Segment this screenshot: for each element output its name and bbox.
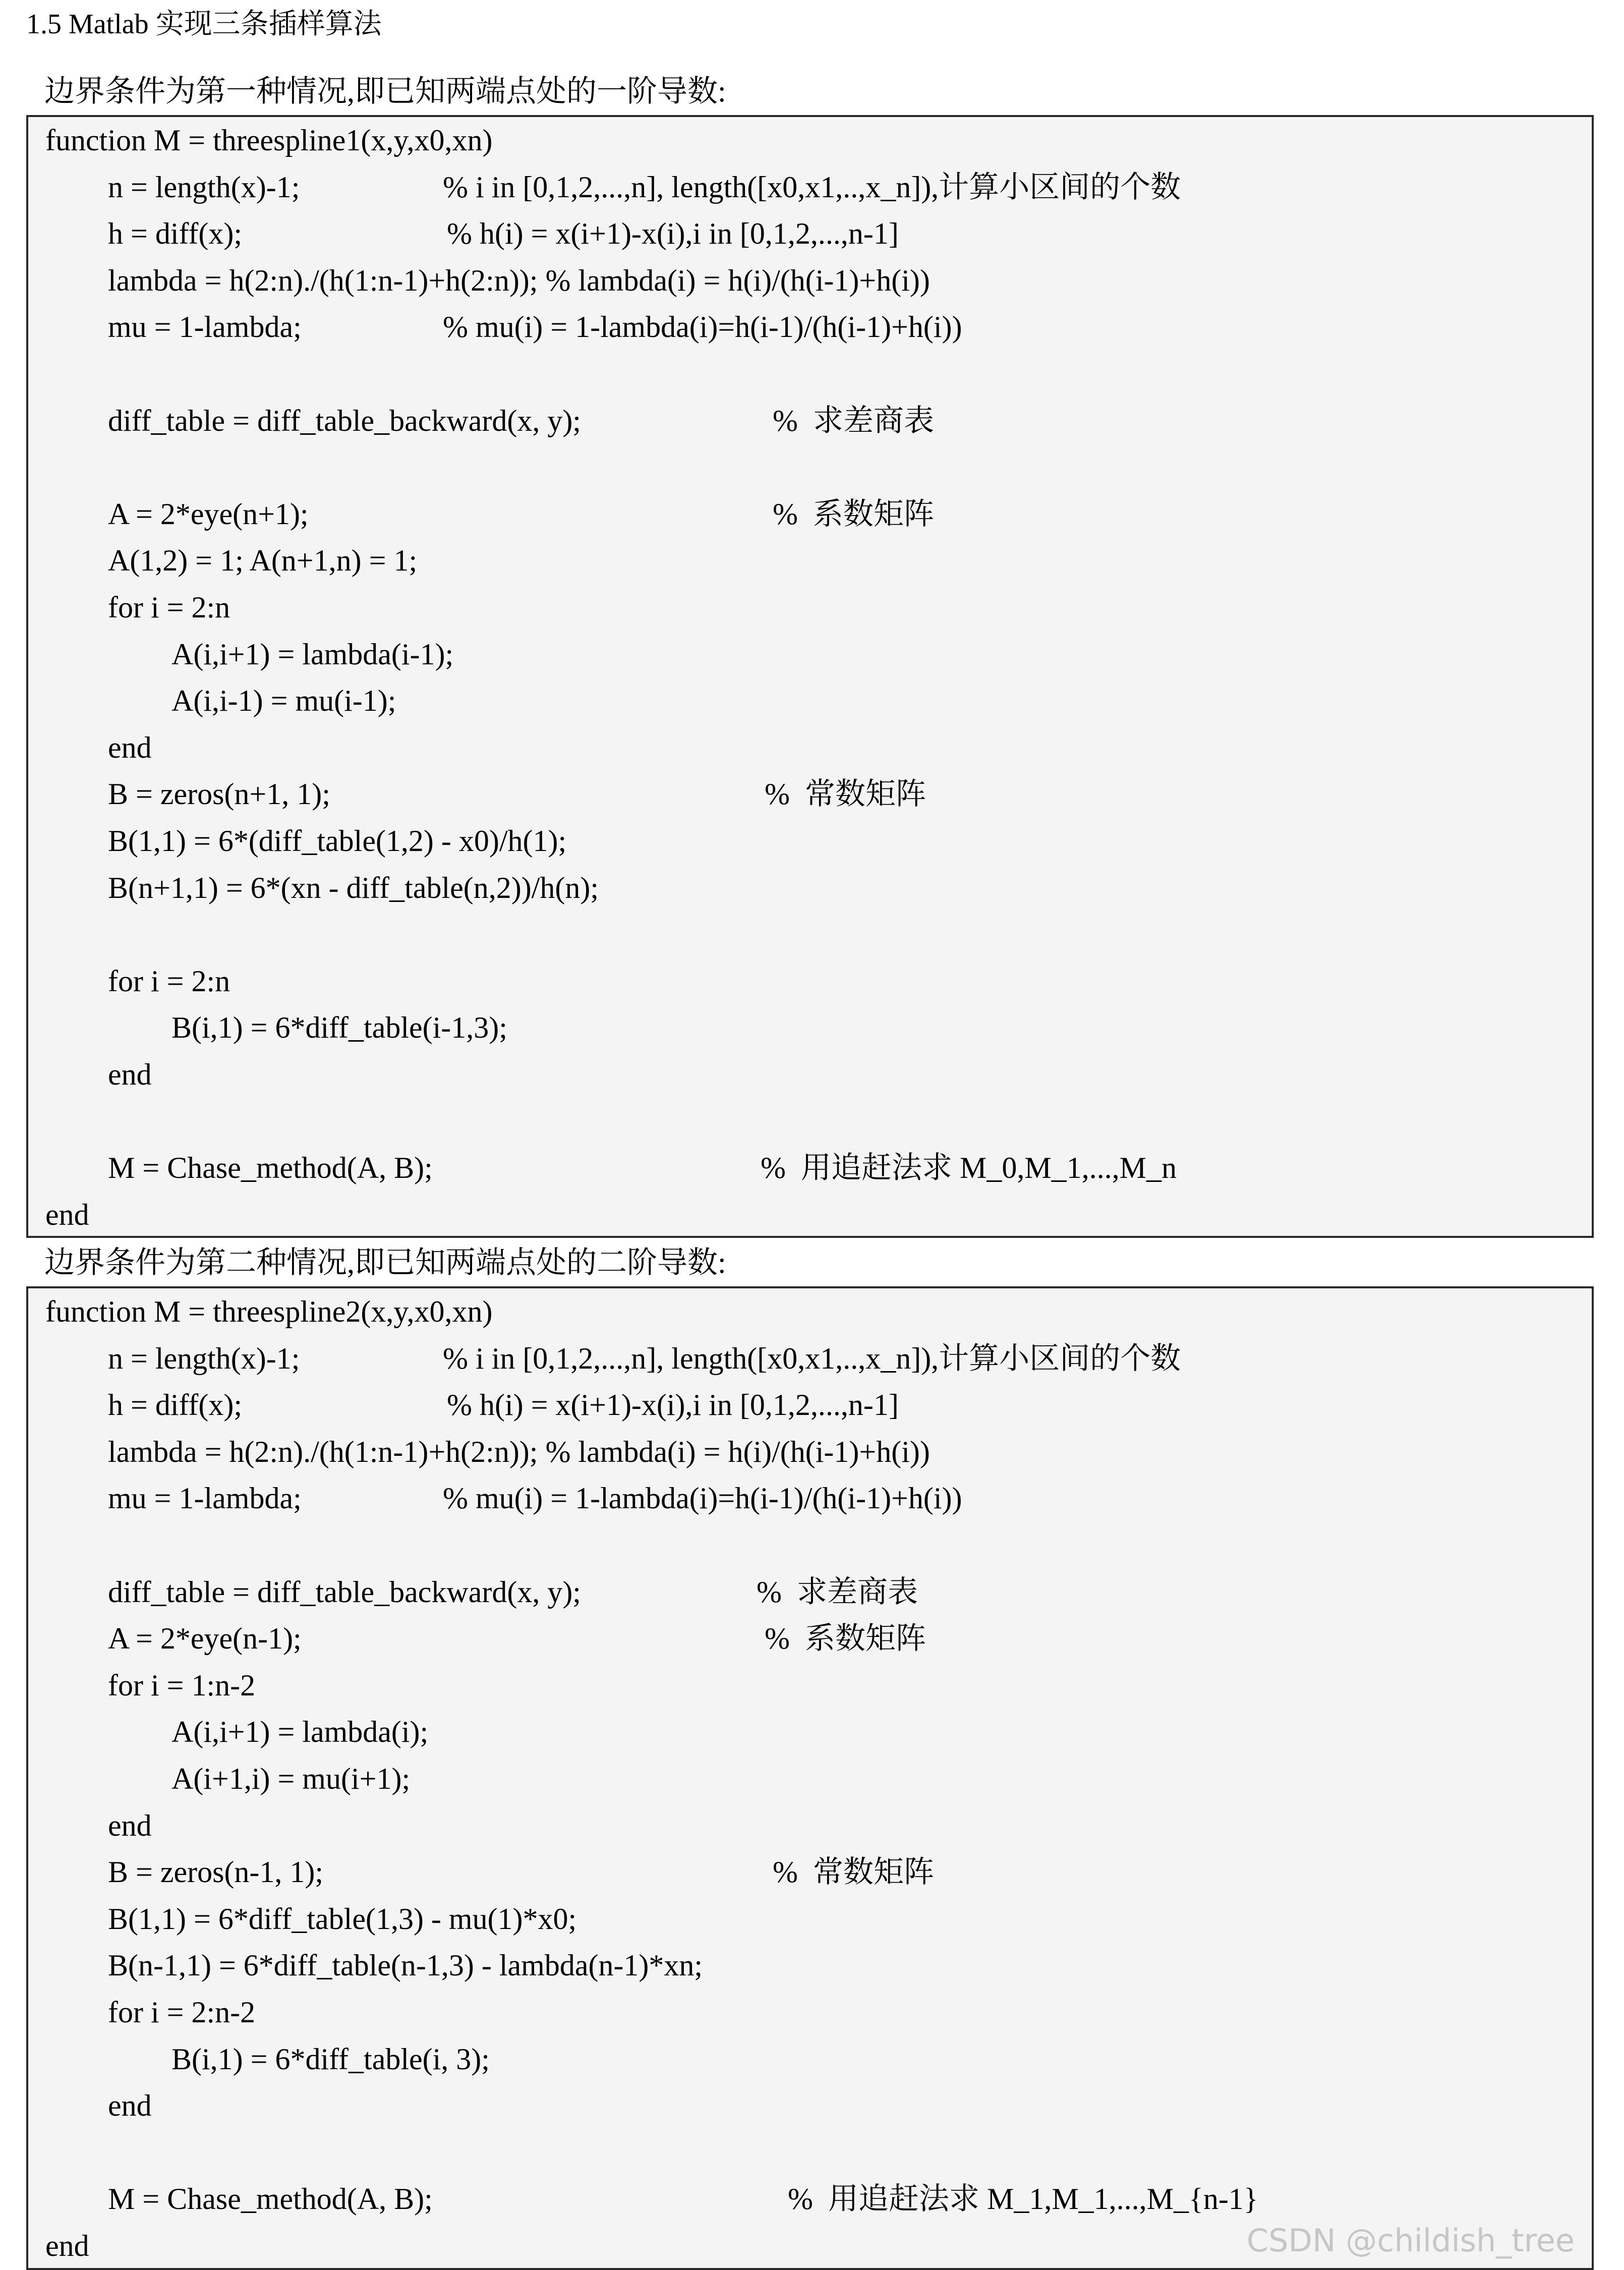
- code-block-threespline1: [26, 115, 1594, 1238]
- code-line: [108, 1569, 918, 1615]
- code-line: [108, 958, 230, 1004]
- code-line: [108, 1802, 152, 1849]
- code-line: [108, 1051, 152, 1098]
- intro-first-boundary: 边界条件为第一种情况,即已知两端点处的一阶导数:: [44, 75, 726, 108]
- code-text: A(1,2) = 1; A(n+1,n) = 1;: [108, 544, 418, 577]
- code-text: n = length(x)-1;: [108, 171, 300, 204]
- code-comment: % 求差商表: [757, 1575, 918, 1609]
- code-text: end: [108, 1058, 152, 1091]
- csdn-watermark: CSDN @childish_tree: [1246, 2222, 1575, 2259]
- code-line: [108, 304, 962, 350]
- code-line: [171, 2036, 490, 2082]
- code-text: diff_table = diff_table_backward(x, y);: [108, 1575, 581, 1609]
- code-text: lambda = h(2:n)./(h(1:n-1)+h(2:n)); % lambda(i) = h(i)/(h(i-1)+h(i)): [108, 264, 930, 297]
- code-text: function M = threespline1(x,y,x0,xn): [45, 124, 493, 157]
- code-line: [108, 1849, 934, 1895]
- code-line: [108, 398, 934, 444]
- code-text: for i = 2:n: [108, 591, 230, 624]
- code-comment: % 用追赶法求 M_0,M_1,...,M_n: [761, 1151, 1177, 1184]
- code-text: M = Chase_method(A, B);: [108, 2182, 433, 2216]
- code-text: for i = 2:n-2: [108, 1996, 256, 2029]
- code-comment: % 系数矩阵: [773, 497, 934, 531]
- code-comment: % i in [0,1,2,...,n], length([x0,x1,..,x_n]),计算小区间的个数: [443, 1342, 1181, 1375]
- code-text: B(i,1) = 6*diff_table(i-1,3);: [171, 1011, 507, 1044]
- intro-second-boundary: 边界条件为第二种情况,即已知两端点处的二阶导数:: [44, 1246, 726, 1279]
- code-line: [171, 1755, 410, 1802]
- code-comment: % i in [0,1,2,...,n], length([x0,x1,..,x_n]),计算小区间的个数: [443, 171, 1181, 204]
- code-line: [171, 631, 453, 677]
- code-comment: % 求差商表: [773, 404, 934, 437]
- code-comment: % 常数矩阵: [765, 777, 926, 811]
- code-text: end: [45, 2229, 89, 2262]
- code-comment: % h(i) = x(i+1)-x(i),i in [0,1,2,...,n-1]: [447, 217, 899, 250]
- code-line: [108, 1989, 255, 2035]
- code-text: A = 2*eye(n-1);: [108, 1622, 302, 1655]
- code-text: diff_table = diff_table_backward(x, y);: [108, 404, 581, 437]
- code-text: lambda = h(2:n)./(h(1:n-1)+h(2:n)); % lambda(i) = h(i)/(h(i-1)+h(i)): [108, 1435, 930, 1468]
- code-text: end: [108, 731, 152, 764]
- code-text: A(i+1,i) = mu(i+1);: [171, 1762, 411, 1795]
- code-line: [108, 1145, 1177, 1191]
- code-line: [108, 164, 1181, 210]
- code-text: h = diff(x);: [108, 1388, 243, 1422]
- code-text: B = zeros(n+1, 1);: [108, 777, 330, 811]
- code-text: A(i,i+1) = lambda(i-1);: [171, 638, 454, 671]
- code-line: [108, 724, 152, 771]
- code-text: h = diff(x);: [108, 217, 243, 250]
- code-text: B(n-1,1) = 6*diff_table(n-1,3) - lambda(n-1)*xn;: [108, 1949, 703, 1982]
- code-comment: % h(i) = x(i+1)-x(i),i in [0,1,2,...,n-1]: [447, 1388, 899, 1422]
- code-line: [108, 1615, 926, 1662]
- code-line: [108, 1896, 576, 1942]
- code-line: [108, 584, 230, 631]
- code-line: [108, 537, 417, 584]
- code-text: for i = 2:n: [108, 964, 230, 998]
- code-text: function M = threespline2(x,y,x0,xn): [45, 1295, 493, 1328]
- code-text: end: [108, 1809, 152, 1842]
- code-line: [108, 865, 599, 911]
- code-line: [108, 771, 926, 817]
- code-text: mu = 1-lambda;: [108, 1482, 302, 1515]
- code-line: [108, 210, 899, 257]
- code-text: end: [108, 2089, 152, 2122]
- code-line: [108, 257, 930, 304]
- code-line: [108, 491, 934, 537]
- code-line: [108, 1662, 255, 1709]
- code-text: A = 2*eye(n+1);: [108, 497, 309, 531]
- code-line: [108, 1475, 962, 1521]
- code-line: [108, 1335, 1181, 1382]
- code-comment: % 常数矩阵: [773, 1855, 934, 1889]
- code-line: [45, 117, 492, 163]
- code-text: mu = 1-lambda;: [108, 310, 302, 344]
- code-comment: % mu(i) = 1-lambda(i)=h(i-1)/(h(i-1)+h(i)): [443, 310, 962, 344]
- code-line: [108, 1382, 899, 1428]
- code-text: B(n+1,1) = 6*(xn - diff_table(n,2))/h(n);: [108, 871, 599, 904]
- code-line: [108, 1429, 930, 1475]
- code-line: [108, 1942, 703, 1989]
- code-line: [108, 2082, 152, 2129]
- code-block-threespline2: [26, 1286, 1594, 2270]
- code-comment: % mu(i) = 1-lambda(i)=h(i-1)/(h(i-1)+h(i)): [443, 1482, 962, 1515]
- code-text: A(i,i-1) = mu(i-1);: [171, 684, 396, 717]
- code-text: end: [45, 1198, 89, 1231]
- code-line: [108, 2176, 1258, 2222]
- code-line: [45, 2223, 89, 2269]
- code-line: [171, 1004, 507, 1051]
- code-text: B(1,1) = 6*diff_table(1,3) - mu(1)*x0;: [108, 1902, 577, 1936]
- section-heading: 1.5 Matlab 实现三条插样算法: [26, 9, 382, 40]
- code-comment: % 系数矩阵: [765, 1622, 926, 1655]
- code-text: B(1,1) = 6*(diff_table(1,2) - x0)/h(1);: [108, 824, 567, 858]
- code-line: [171, 677, 396, 724]
- code-comment: % 用追赶法求 M_1,M_1,...,M_{n-1}: [788, 2182, 1258, 2216]
- code-line: [45, 1288, 492, 1335]
- code-text: A(i,i+1) = lambda(i);: [171, 1715, 429, 1748]
- code-text: B = zeros(n-1, 1);: [108, 1855, 324, 1889]
- code-line: [171, 1709, 428, 1755]
- code-text: for i = 1:n-2: [108, 1669, 256, 1702]
- code-text: M = Chase_method(A, B);: [108, 1151, 433, 1184]
- code-text: n = length(x)-1;: [108, 1342, 300, 1375]
- code-line: [108, 818, 566, 864]
- code-text: B(i,1) = 6*diff_table(i, 3);: [171, 2042, 490, 2076]
- code-line: [45, 1191, 89, 1238]
